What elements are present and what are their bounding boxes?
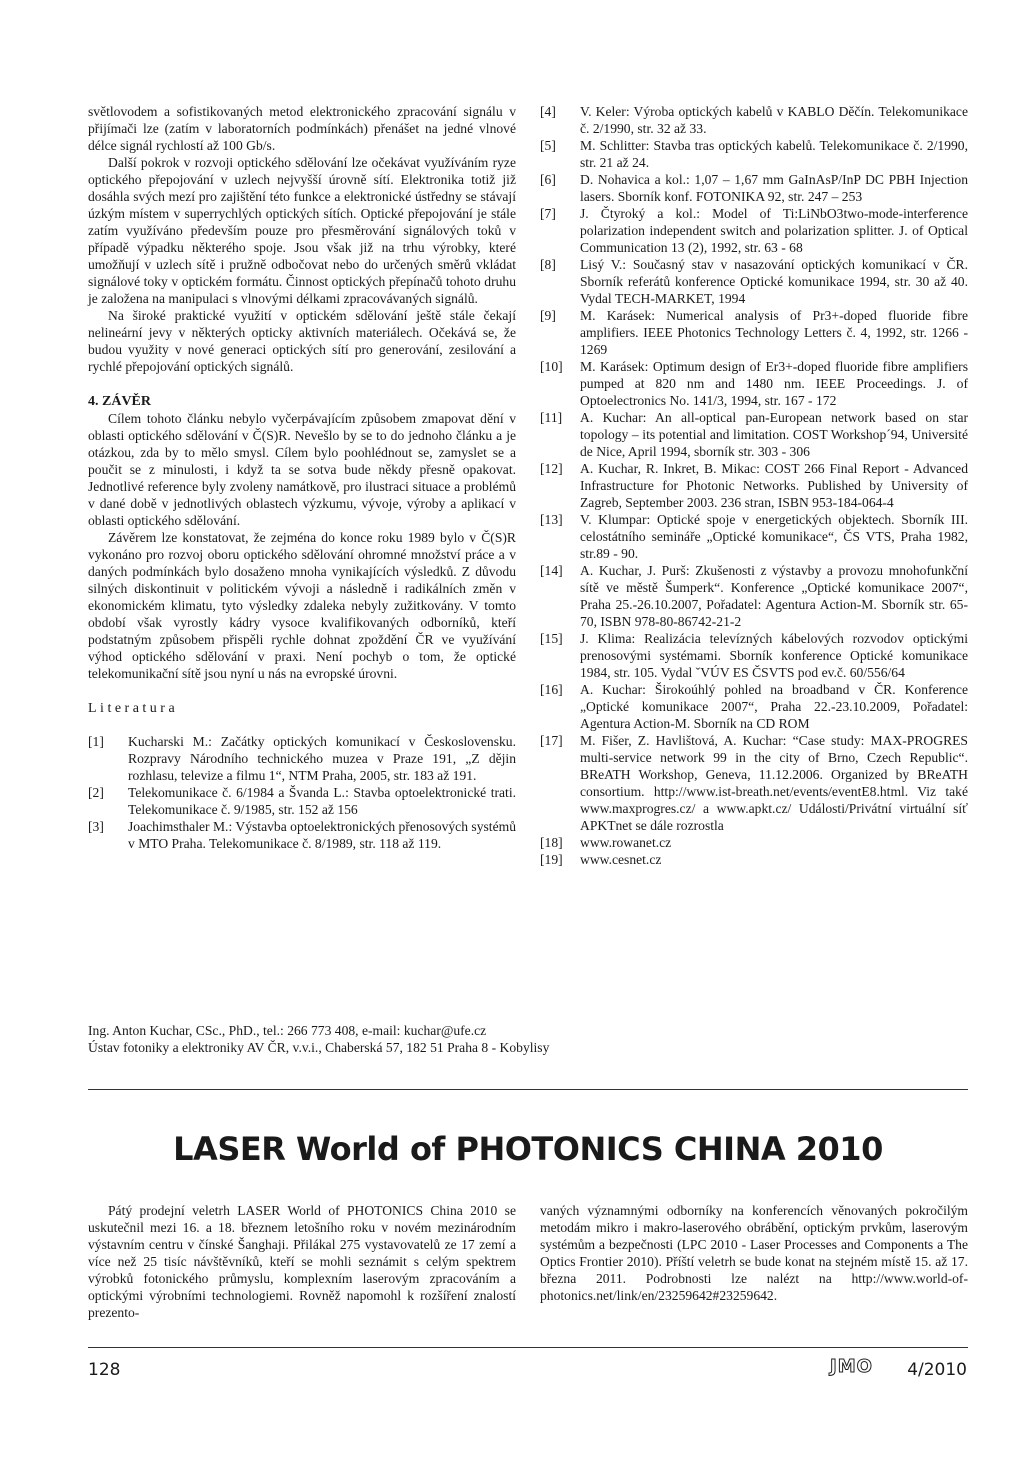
reference-text: A. Kuchar: An all-optical pan-European network based on star topology – its potential and limitation. COST Workshop´94, Université de Nice, April 1994, sborník str. 303 - 306 [580,410,968,459]
reference-text: A. Kuchar, R. Inkret, B. Mikac: COST 266 Final Report - Advanced Infrastructure for Photonic Networks. Published by University of Zagreb, September 2003. 236 stran, ISBN 953-184-064-4 [580,461,968,510]
reference-text: D. Nohavica a kol.: 1,07 – 1,67 mm GaInAsP/InP DC PBH Injection lasers. Sborník konf. FOTONIKA 92, str. 247 – 253 [580,172,968,204]
reference-number: [14] [540,563,563,578]
body-paragraph: Další pokrok v rozvoji optického sdělování lze očekávat využíváním ryze optického přepojování v uzlech nejvyšší úrovně sítí. Elektronika totiž již dosáhla svých mezí pro zajištění této funkce a elektronické ústředny se stávají úzkým místem v superrychlých optických sítích. Optické přepojování je stále zatím využíváno především pouze pro přesměrování signálových toků v případě výpadku některého spoje. Jsou však již na trhu výrobky, které umožňují v uzlech sítě i pružně odbočovat nebo do určených směrů vkládat signálové toky v optickém formátu. Činnost optických přepínačů tohoto druhu je založena na manipulaci s vlnovými délkami zpracovávaných signálů. [88,155,516,306]
reference-number: [4] [540,104,556,119]
author-affiliation: Ústav fotoniky a elektroniky AV ČR, v.v.i., Chaberská 57, 182 51 Praha 8 - Kobylisy [88,1040,550,1055]
literature-heading: Literatura [88,701,179,716]
conclusion-paragraph: Závěrem lze konstatovat, že zejména do konce roku 1989 bylo v Č(S)R vykonáno pro rozvoj oboru optického sdělování ohromné množství práce a v daných podmínkách bylo dosaženo mnoha vynikajících výsledků. Z důvodu silných diskontinuit v politickém vývoji a následně i radikálních změn v ekonomickém klimatu, tyto výsledky zdaleka nebyly zužitkovány. V tomto období však vyrostly kádry vysoce kvalifikovaných odborníků, kteří podstatným způsobem přispěli rychle dohnat zpoždění ČR ve využívání výhod optického sdělování v praxi. Není pochyb o tom, že optické telekomunikační sítě jsou nyní u nás na evropské úrovni. [88,530,516,681]
conclusion-paragraph: Cílem tohoto článku nebylo vyčerpávajícím způsobem zmapovat dění v oblasti optického sdělování v Č(S)R. Nevešlo by se to do jednoho článku a je otázkou, zda by to mělo smysl. Cílem bylo poohlédnout se, zamyslet se a poučit se z minulosti, i když ta se sotva bude někdy přesně opakovat. Jednotlivé reference byly zvoleny namátkově, pro ilustraci situace a problémů v dané době v jednotlivých oblastech výzkumu, vývoje, výroby a aplikací v oblasti optického sdělování. [88,411,516,528]
reference-item [540,205,968,256]
footer-divider [88,1347,968,1348]
reference-text: V. Klumpar: Optické spoje v energetických objektech. Sborník III. celostátního semináře „Optické komunikace“, ČS VTS, Praha 1982, str.89 - 90. [580,512,968,561]
reference-number: [17] [540,733,563,748]
left-column [88,103,516,852]
reference-number: [5] [540,138,556,153]
body-paragraph: světlovodem a sofistikovaných metod elektronického zpracování signálu v přijímači lze (zatím v laboratorních podmínkách) přenášet na jedné vlnové délce signál rychlostí až 100 Gb/s. [88,104,516,153]
reference-number: [13] [540,512,563,527]
article-left-column [88,1202,516,1321]
reference-item [540,171,968,205]
reference-number: [6] [540,172,556,187]
article-paragraph: Pátý prodejní veletrh LASER World of PHOTONICS China 2010 se uskutečnil mezi 16. a 18. březnem letošního roku v novém mezinárodním výstavním centru v čínské Šanghaji. Přilákal 275 vystavovatelů ze 17 zemí a více než 25 tisíc návštěvníků, kteří se mohli seznámit s celým spektrem výrobků fotonického průmyslu, komplexním laserovým zpracováním a optickými výrobními technologiemi. Rovněž napomohl k rozšíření znalostí prezento- [88,1203,516,1320]
issue-number: 4/2010 [907,1360,967,1380]
article-right-column [540,1202,968,1304]
reference-number: [10] [540,359,563,374]
right-column [540,103,968,868]
reference-item [540,103,968,137]
reference-text: Joachimsthaler M.: Výstavba optoelektronických přenosových systémů v MTO Praha. Telekomunikace č. 8/1989, str. 118 až 119. [128,819,516,851]
reference-text: A. Kuchar, J. Purš: Zkušenosti z výstavby a provozu mnohofunkční sítě ve městě Šumperk“. Konference „Optické komunikace 2007“, Praha 25.-26.10.2007, Pořadatel: Agentura Action-M. Sborník str. 65-70, ISBN 978-80-86742-21-2 [580,563,968,629]
reference-number: [12] [540,461,563,476]
reference-number: [8] [540,257,556,272]
reference-text: M. Fišer, Z. Havlištová, A. Kuchar: “Case study: MAX-PROGRES multi-service network 99 in the city of Brno, Czech Republic“. BReATH Workshop, Geneva, 11.12.2006. Organized by BReATH consortium. http://www.ist-breath.net/events/eventE8.html. Viz také www.maxprogres.cz/ a www.apkt.cz/ Události/Privátní virtuální síť APKTnet se dále rozrostla [580,733,968,833]
article-headline: LASER World of PHOTONICS CHINA 2010 [173,1130,883,1168]
reference-item [540,460,968,511]
journal-logo: JMO [830,1356,873,1377]
reference-item [540,851,968,868]
reference-text: A. Kuchar: Širokoúhlý pohled na broadband v ČR. Konference „Optické komunikace 2007“, Praha 22.-23.10.2009, Pořadatel: Agentura Action-M. Sborník na CD ROM [580,682,968,731]
reference-number: [15] [540,631,563,646]
reference-text: M. Karásek: Numerical analysis of Pr3+-doped fluoride fibre amplifiers. IEEE Photonics Technology Letters č. 4, 1992, str. 1266 - 1269 [580,308,968,357]
reference-text: J. Klima: Realizácia televízných kábelových rozvodov optickými prenosovými systémami. Sborník konference Optické komunikace 1984, str. 105. Vydal ˇVÚV ES ČSVTS pod ev.č. 60/556/64 [580,631,968,680]
article-paragraph: vaných významnými odborníky na konferencích věnovaných pokročilým metodám mikro i makro-laserového obrábění, optickým prvkům, laserovým systémům a bezpečnosti (LPC 2010 - Laser Processes and Components a The Optics Frontier 2010). Příští veletrh se bude konat na stejném místě 15. až 17. března 2011. Podrobnosti lze nalézt na http://www.world-of-photonics.net/link/en/23259642#23259642. [540,1203,968,1303]
section-heading: 4. ZÁVĚR [88,394,152,409]
reference-item [540,681,968,732]
reference-item [88,784,516,818]
reference-item [88,818,516,852]
reference-item [540,409,968,460]
reference-number: [7] [540,206,556,221]
reference-item [540,358,968,409]
reference-item [540,256,968,307]
reference-text: www.cesnet.cz [580,852,662,867]
reference-number: [16] [540,682,563,697]
reference-number: [11] [540,410,563,425]
reference-number: [18] [540,835,563,850]
reference-text: Lisý V.: Současný stav v nasazování optických komunikací v ČR. Sborník referátů konference Optické komunikace 1994, str. 30 až 40. Vydal TECH-MARKET, 1994 [580,257,968,306]
reference-number: [1] [88,734,104,749]
reference-text: V. Keler: Výroba optických kabelů v KABLO Děčín. Telekomunikace č. 2/1990, str. 32 až 33. [580,104,968,136]
reference-number: [2] [88,785,104,800]
section-divider [88,1089,968,1090]
reference-text: M. Karásek: Optimum design of Er3+-doped fluoride fibre amplifiers pumped at 820 nm and 1480 nm. IEEE Proceedings. J. of Optoelectronics No. 141/3, 1994, str. 167 - 172 [580,359,968,408]
reference-text: J. Čtyroký a kol.: Model of Ti:LiNbO3two-mode-interference polarization independent switch and polarization splitter. J. of Optical Communication 13 (2), 1992, str. 63 - 68 [580,206,968,255]
page-number: 128 [88,1360,121,1380]
reference-number: [3] [88,819,104,834]
reference-item [540,511,968,562]
reference-item [540,307,968,358]
reference-text: M. Schlitter: Stavba tras optických kabelů. Telekomunikace č. 2/1990, str. 21 až 24. [580,138,968,170]
reference-item [88,733,516,784]
body-paragraph: Na široké praktické využití v optickém sdělování ještě stále čekají nelineární jevy v některých opticky aktivních materiálech. Očekává se, že budou využity v nové generaci optických sítí pro generování, zesilování a rychlé přepojování optických signálů. [88,308,516,374]
reference-text: Telekomunikace č. 6/1984 a Švanda L.: Stavba optoelektronické trati. Telekomunikace č. 9/1985, str. 152 až 156 [128,785,516,817]
reference-text: Kucharski M.: Začátky optických komunikací v Československu. Rozpravy Národního technického muzea v Praze 191, „Z dějin rozhlasu, televize a filmu 1“, NTM Praha, 2005, str. 183 až 191. [128,734,516,783]
author-info [88,1022,968,1056]
reference-number: [19] [540,852,563,867]
reference-item [540,630,968,681]
reference-item [540,834,968,851]
reference-item [540,732,968,834]
reference-number: [9] [540,308,556,323]
reference-item [540,137,968,171]
reference-item [540,562,968,630]
reference-text: www.rowanet.cz [580,835,672,850]
author-contact: Ing. Anton Kuchar, CSc., PhD., tel.: 266 773 408, e-mail: kuchar@ufe.cz [88,1023,487,1038]
